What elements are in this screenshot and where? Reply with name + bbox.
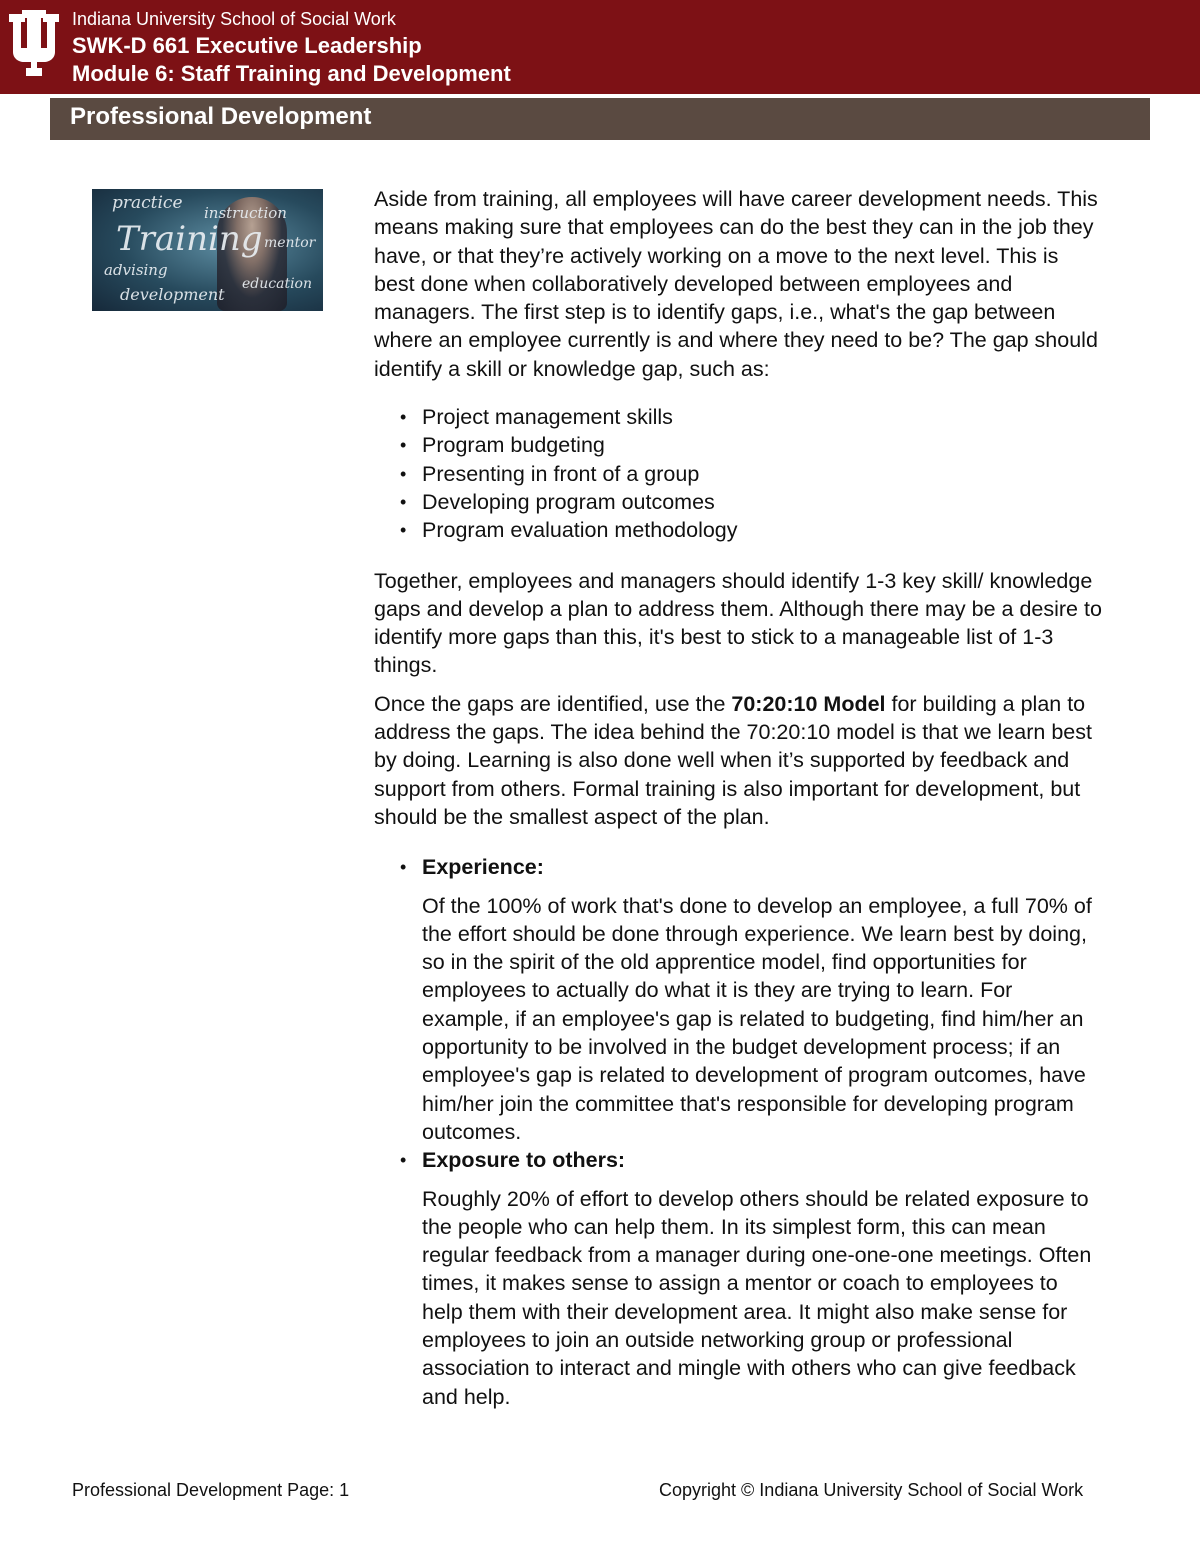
gap-list	[374, 403, 1104, 544]
main-content	[374, 185, 1104, 1411]
photo-word: development	[120, 285, 225, 304]
list-item: • Project management skills	[374, 403, 1104, 431]
item-body: Roughly 20% of effort to develop others should be related exposure to the people who can help them. In its simplest form, this can mean regular feedback from a manager during one-one-one meetings. Often times, it makes sense to assign a mentor or coach to employees to help them with their development area. It might also make sense for employees to join an outside networking group or professional association to interact and mingle with others who can give feedback and help.	[422, 1186, 1092, 1409]
item-body: Of the 100% of work that's done to develop an employee, a full 70% of the effort should be done through experience. We learn best by doing, so in the spirit of the old apprentice model, find opportunities for employees to actually do what it is they are trying to learn. For example, if an employee's gap is related to budgeting, find him/her an opportunity to be involved in the budget development process; if an employee's gap is related to development of program outcomes, have him/her join the committee that's responsible for developing program outcomes.	[422, 893, 1092, 1144]
module-title: Module 6: Staff Training and Development	[72, 61, 511, 86]
intro-paragraph: Aside from training, all employees will have career development needs. This means making sure that employees can do the best they can in the job they have, or that they’re actively working on a move to the next level. This is best done when collaboratively developed between employees and managers. The first step is to identify gaps, i.e., what's the gap between where an employee currently is and where they need to be? The gap should identify a skill or knowledge gap, such as:	[374, 187, 1098, 381]
model-paragraph	[374, 690, 1104, 831]
iu-trident-logo-icon	[8, 8, 60, 76]
photo-word: Training	[116, 219, 263, 259]
footer-page-label: Professional Development Page: 1	[72, 1480, 350, 1500]
institution-name: Indiana University School of Social Work	[72, 9, 396, 29]
model-text-after: for building a plan to address the gaps. The idea behind the 70:20:10 model is that we learn best by doing. Learning is also done well when it’s supported by feedback and support from others. Formal training is also important for development, but should be the smallest aspect of the plan.	[374, 691, 1092, 829]
training-photo	[92, 189, 323, 311]
item-heading: • Exposure to others:	[422, 1148, 626, 1173]
list-item: • Program budgeting	[374, 431, 1104, 459]
footer-copyright: Copyright © Indiana University School of Social Work	[659, 1480, 1084, 1500]
list-item-experience	[374, 853, 1104, 1146]
list-item: • Presenting in front of a group	[374, 460, 1104, 488]
page-title: Professional Development	[50, 98, 1150, 140]
photo-word: advising	[104, 261, 168, 279]
list-item: • Developing program outcomes	[374, 488, 1104, 516]
list-item-exposure	[374, 1146, 1104, 1411]
photo-word: instruction	[204, 204, 287, 222]
list-item: • Program evaluation methodology	[374, 516, 1104, 544]
photo-word: mentor	[264, 235, 316, 251]
item-heading: • Experience:	[422, 855, 544, 880]
photo-word: education	[242, 276, 312, 292]
model-list	[374, 853, 1104, 1411]
photo-word: practice	[112, 193, 183, 213]
course-title: SWK-D 661 Executive Leadership	[72, 33, 422, 58]
model-text-before: Once the gaps are identified, use the	[374, 691, 732, 716]
page-header	[0, 0, 1200, 94]
together-paragraph: Together, employees and managers should identify 1-3 key skill/ knowledge gaps and develop a plan to address them. Although there may be a desire to identify more gaps than this, it's best to stick to a manageable list of 1-3 things.	[374, 568, 1102, 678]
model-name: 70:20:10 Model	[731, 691, 886, 716]
